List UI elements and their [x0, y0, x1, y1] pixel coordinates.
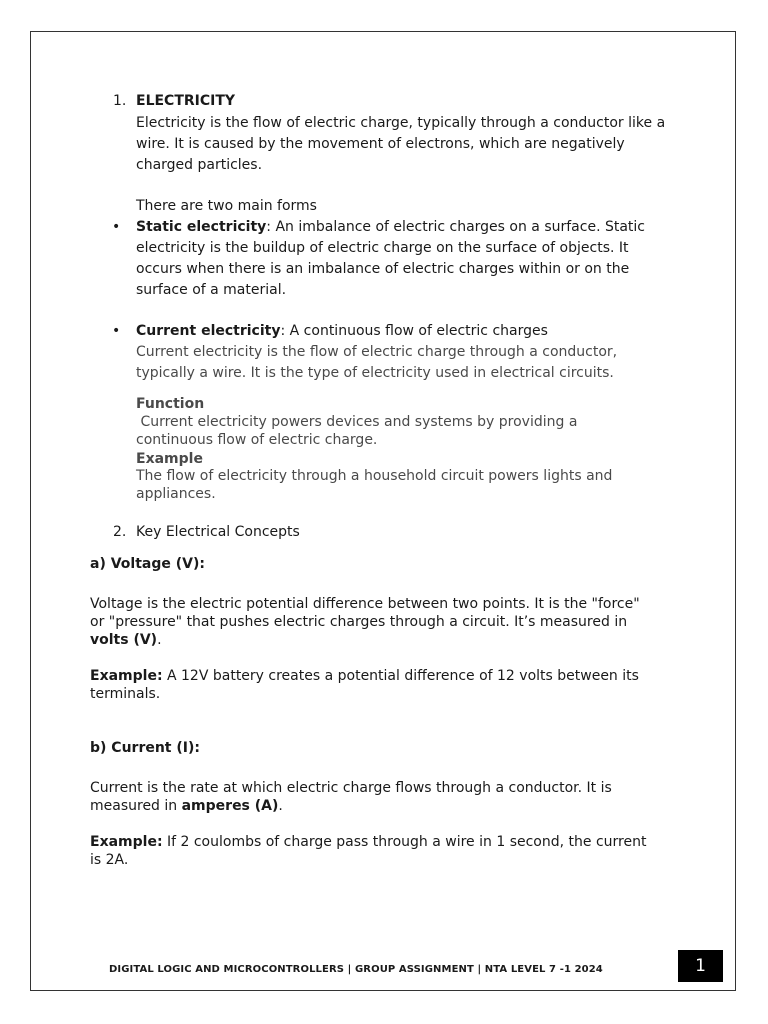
voltage-text-pre: Voltage is the electric potential difference between two points. It is the "force" or "pressure" that pushes electric charges through a circuit. It’s measured in	[90, 596, 640, 630]
section-1-title: ELECTRICITY	[136, 93, 236, 109]
example-heading: Example	[136, 451, 203, 467]
bullet-marker-current: •	[112, 323, 121, 339]
static-electricity-term: Static electricity	[136, 219, 267, 235]
current-electricity-item	[136, 321, 676, 342]
voltage-text	[90, 595, 650, 649]
page-number: 1	[678, 950, 723, 982]
section-2-number: 2.	[113, 524, 127, 540]
static-electricity-item	[136, 217, 678, 301]
function-text: Current electricity powers devices and systems by providing a continuous flow of electric charge.	[136, 414, 582, 448]
voltage-example-label: Example:	[90, 668, 163, 684]
voltage-unit: volts (V)	[90, 632, 158, 648]
current-text-post: .	[278, 798, 283, 814]
voltage-example-text: A 12V battery creates a potential difference of 12 volts between its terminals.	[90, 668, 639, 702]
bullet-marker-static: •	[112, 219, 121, 235]
current-electricity-term: Current electricity	[136, 323, 281, 339]
section-2-title: Key Electrical Concepts	[136, 524, 300, 540]
footer-text: DIGITAL LOGIC AND MICROCONTROLLERS | GROUP ASSIGNMENT | NTA LEVEL 7 -1 2024	[109, 964, 603, 975]
section-1-number: 1.	[113, 93, 127, 109]
current-heading: b) Current (I):	[90, 740, 200, 756]
forms-intro: There are two main forms	[136, 198, 317, 214]
voltage-example	[90, 667, 670, 703]
current-unit: amperes (A)	[181, 798, 279, 814]
voltage-text-post: .	[157, 632, 162, 648]
current-electricity-summary: : A continuous flow of electric charges	[280, 323, 548, 339]
current-example	[90, 833, 650, 869]
section-1-intro: Electricity is the flow of electric charge, typically through a conductor like a wire. It is caused by the movement of electrons, which are negatively charged particles.	[136, 115, 666, 173]
current-example-text: If 2 coulombs of charge pass through a wire in 1 second, the current is 2A.	[90, 834, 647, 868]
current-example-label: Example:	[90, 834, 163, 850]
voltage-heading: a) Voltage (V):	[90, 556, 205, 572]
current-text-pre: Current is the rate at which electric charge flows through a conductor. It is measured in	[90, 780, 612, 814]
current-text	[90, 779, 670, 815]
example-text: The flow of electricity through a household circuit powers lights and appliances.	[136, 468, 613, 502]
current-electricity-description: Current electricity is the flow of electric charge through a conductor, typically a wire. It is the type of electricity used in electrical circuits.	[136, 344, 618, 381]
static-electricity-summary: : An imbalance of electric charges on a surface. Static electricity is the buildup of electric charge on the surface of objects. It occurs when there is an imbalance of electric charges within or on the surface of a material.	[136, 219, 645, 298]
function-heading: Function	[136, 396, 205, 412]
